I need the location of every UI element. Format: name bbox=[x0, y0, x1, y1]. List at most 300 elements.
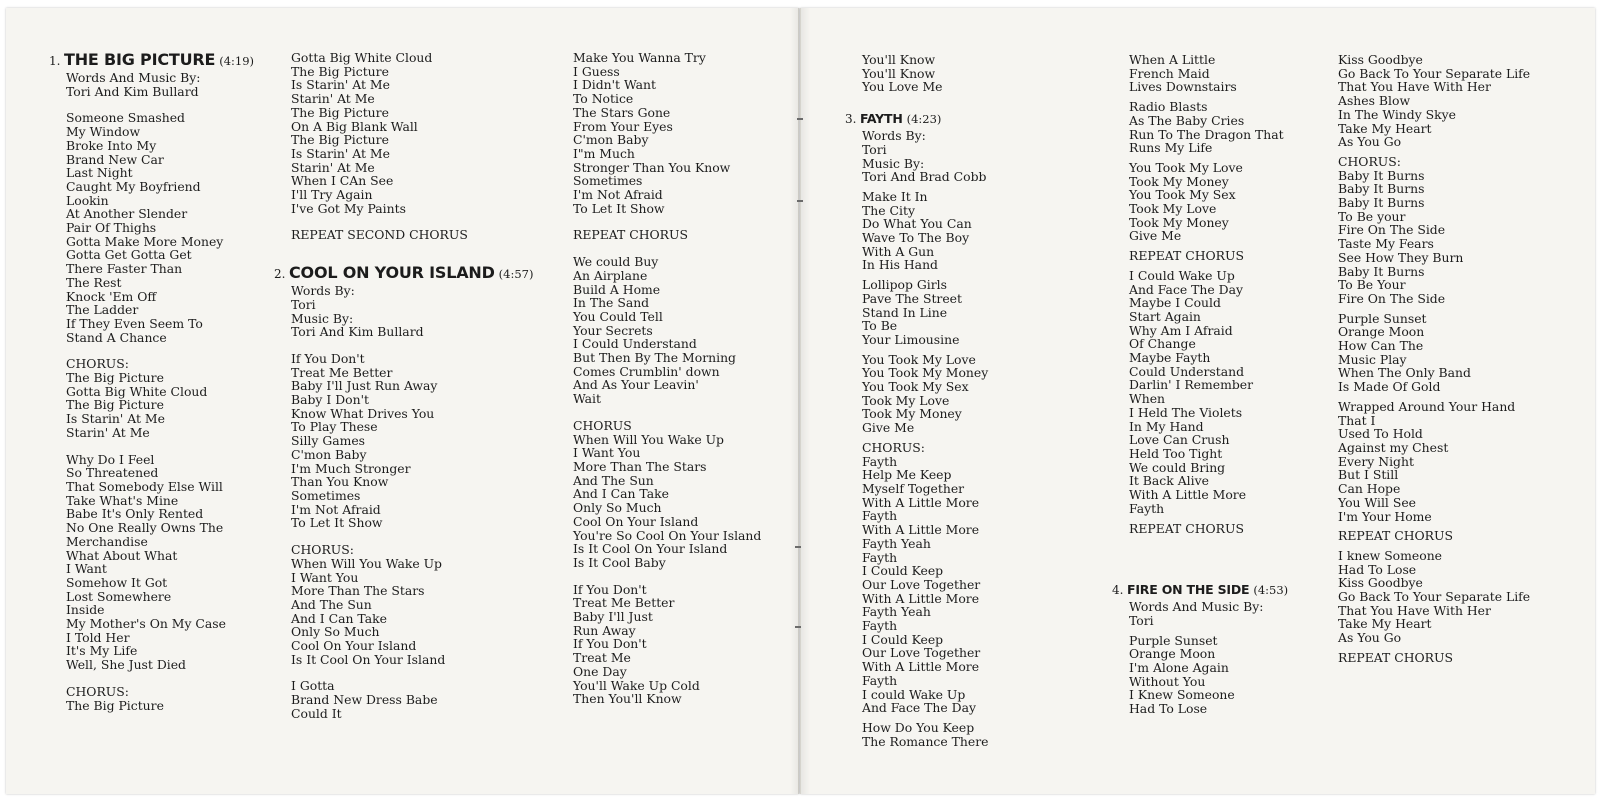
lyric-line: Your Limousine bbox=[862, 331, 960, 347]
lyric-line: Tori And Brad Cobb bbox=[862, 169, 987, 185]
lyric-line: Is Made Of Gold bbox=[1338, 379, 1441, 395]
track-number: 3. bbox=[845, 112, 857, 127]
lyric-line: And The Sun bbox=[573, 472, 654, 488]
lyric-line: To Let It Show bbox=[573, 200, 665, 216]
lyric-line: That Somebody Else Will bbox=[66, 478, 223, 494]
lyric-line: If They Even Seem To bbox=[66, 315, 203, 331]
lyric-line: Myself Together bbox=[862, 480, 965, 496]
lyric-line: Words By: bbox=[862, 128, 926, 144]
lyric-line: French Maid bbox=[1129, 65, 1210, 81]
lyric-line: The Big Picture bbox=[66, 697, 164, 713]
repeat-chorus-note bbox=[573, 228, 761, 242]
lyric-line: REPEAT CHORUS bbox=[1129, 520, 1244, 536]
lyric-line: I Could Keep bbox=[862, 631, 944, 647]
repeat-chorus-note bbox=[291, 228, 533, 242]
lyric-line: Purple Sunset bbox=[1338, 310, 1427, 326]
lyric-line: I'm Alone Again bbox=[1129, 660, 1229, 676]
lyric-line: Give Me bbox=[1129, 228, 1182, 244]
lyric-line: Orange Moon bbox=[1129, 646, 1216, 662]
lyric-line: I'm Much Stronger bbox=[291, 460, 411, 476]
lyric-line: With A Little More bbox=[1129, 487, 1247, 503]
lyric-line: Do What You Can bbox=[862, 216, 972, 232]
lyrics-block bbox=[1338, 549, 1530, 645]
lyric-line: With A Little More bbox=[862, 590, 980, 606]
lyric-line: REPEAT CHORUS bbox=[1338, 528, 1453, 544]
lyric-line: Than You Know bbox=[291, 474, 389, 490]
lyric-line: CHORUS bbox=[573, 417, 632, 433]
lyric-line: I Knew Someone bbox=[1129, 687, 1235, 703]
lyric-line: Words And Music By: bbox=[66, 70, 201, 85]
lyric-line: Build A Home bbox=[573, 281, 661, 297]
lyric-line: Baby I Don't bbox=[291, 392, 369, 408]
lyrics-column-2 bbox=[274, 50, 534, 734]
repeat-chorus-note bbox=[1129, 249, 1288, 263]
repeat-chorus-note bbox=[1338, 529, 1530, 543]
lyric-line: To Let It Show bbox=[291, 515, 383, 531]
lyric-line: Know What Drives You bbox=[291, 405, 435, 421]
lyric-line: As You Go bbox=[1338, 630, 1402, 646]
lyric-line: It's My Life bbox=[66, 643, 138, 659]
lyrics-block bbox=[291, 679, 533, 720]
lyric-line: When Will You Wake Up bbox=[291, 555, 442, 571]
lyric-line: Music Play bbox=[1338, 351, 1407, 367]
lyric-line: The Ladder bbox=[66, 302, 139, 318]
lyric-line: Love Can Crush bbox=[1129, 432, 1230, 448]
lyrics-column-3 bbox=[573, 51, 761, 719]
lyric-line: When A Little bbox=[1129, 52, 1216, 67]
lyrics-block bbox=[1338, 53, 1530, 149]
lyric-line: Took My Money bbox=[1129, 173, 1229, 189]
lyric-line: Sometimes bbox=[291, 487, 361, 503]
lyric-line: Could Understand bbox=[1129, 363, 1245, 379]
song-title: FAYTH bbox=[860, 111, 903, 127]
lyric-line: CHORUS: bbox=[291, 542, 354, 558]
lyric-line: C'mon Baby bbox=[573, 132, 649, 148]
lyric-line: Take What's Mine bbox=[66, 492, 179, 508]
lyric-line: Start Again bbox=[1129, 308, 1201, 324]
lyric-line: Lives Downstairs bbox=[1129, 79, 1237, 95]
lyric-line: I'll Try Again bbox=[291, 187, 373, 203]
song-heading bbox=[1112, 581, 1288, 599]
lyric-line: In My Hand bbox=[1129, 418, 1204, 434]
lyric-line: As You Go bbox=[1338, 134, 1402, 150]
lyric-line: Had To Lose bbox=[1338, 561, 1417, 577]
lyric-line: More Than The Stars bbox=[291, 583, 425, 599]
lyric-line: Music By: bbox=[862, 155, 925, 171]
lyric-line: Caught My Boyfriend bbox=[66, 178, 201, 194]
lyric-line: Is It Cool Baby bbox=[573, 554, 666, 570]
registration-mark bbox=[795, 546, 801, 548]
registration-mark bbox=[797, 118, 803, 120]
lyric-line: Starin' At Me bbox=[66, 424, 150, 440]
lyric-line: Fayth bbox=[862, 453, 898, 469]
lyric-line: CHORUS: bbox=[66, 356, 129, 372]
lyric-line: Fayth bbox=[862, 618, 898, 634]
lyric-line: You Took My Love bbox=[862, 351, 976, 367]
lyric-line: CHORUS: bbox=[66, 683, 129, 699]
lyrics-column-6 bbox=[1338, 53, 1530, 671]
lyric-line: Brand New Car bbox=[66, 151, 164, 167]
lyric-line: Without You bbox=[1129, 673, 1206, 689]
lyric-line: When bbox=[1129, 391, 1166, 407]
lyrics-block bbox=[1129, 100, 1288, 155]
lyric-line: Why Am I Afraid bbox=[1129, 322, 1233, 338]
lyric-line: You Took My Love bbox=[1129, 159, 1243, 175]
lyric-line: Ashes Blow bbox=[1338, 93, 1411, 109]
lyric-line: What About What bbox=[66, 547, 178, 563]
lyric-line: I Could Keep bbox=[862, 563, 944, 579]
lyric-line: You're So Cool On Your Island bbox=[573, 527, 762, 543]
lyric-line: Help Me Keep bbox=[862, 467, 952, 483]
lyric-line: Treat Me bbox=[573, 650, 631, 666]
lyric-line: Brand New Dress Babe bbox=[291, 692, 438, 708]
lyric-line: I Gotta bbox=[291, 678, 335, 694]
lyric-line: Fire On The Side bbox=[1338, 222, 1446, 238]
lyric-line: Silly Games bbox=[291, 433, 366, 449]
lyrics-column-1 bbox=[49, 50, 255, 725]
song-heading bbox=[845, 110, 988, 128]
lyric-line: You Could Tell bbox=[573, 308, 663, 324]
lyric-line: At Another Slender bbox=[66, 206, 188, 222]
lyric-line: My Mother's On My Case bbox=[66, 616, 226, 632]
lyric-line: Our Love Together bbox=[862, 576, 981, 592]
lyric-line: If You Don't bbox=[573, 636, 647, 652]
lyric-line: Go Back To Your Separate Life bbox=[1338, 65, 1531, 81]
lyric-line: Starin' At Me bbox=[291, 159, 375, 175]
lyric-line: Gotta Make More Money bbox=[66, 233, 224, 249]
lyric-line: I Didn't Want bbox=[573, 77, 656, 93]
lyrics-column-4 bbox=[845, 52, 989, 754]
lyric-line: Merchandise bbox=[66, 533, 148, 549]
lyric-line: With A Little More bbox=[862, 494, 980, 510]
lyric-line: Wait bbox=[573, 391, 601, 407]
lyric-line: But Then By The Morning bbox=[573, 350, 736, 366]
lyric-line: REPEAT CHORUS bbox=[1338, 649, 1453, 665]
lyric-line: Knock 'Em Off bbox=[66, 288, 157, 304]
lyric-line: To Be Your bbox=[1338, 277, 1406, 293]
lyric-line: I'm Not Afraid bbox=[573, 187, 663, 203]
lyric-line: You Took My Money bbox=[862, 365, 989, 381]
lyric-line: We could Bring bbox=[1129, 459, 1226, 475]
chorus-block bbox=[1338, 155, 1530, 306]
song-duration: (4:53) bbox=[1253, 583, 1289, 598]
lyric-line: I knew Someone bbox=[1338, 547, 1443, 563]
lyric-line: Radio Blasts bbox=[1129, 99, 1208, 115]
lyrics-block bbox=[1129, 269, 1288, 516]
lyrics-block bbox=[291, 352, 533, 530]
lyric-line: You Took My Sex bbox=[862, 379, 969, 395]
lyric-line: My Window bbox=[66, 124, 141, 140]
lyric-line: Kiss Goodbye bbox=[1338, 52, 1423, 67]
credits-block bbox=[1129, 600, 1288, 627]
lyric-line: On A Big Blank Wall bbox=[291, 118, 418, 134]
lyric-line: Run Away bbox=[573, 622, 636, 638]
lyric-line: More Than The Stars bbox=[573, 458, 707, 474]
lyric-line: I Told Her bbox=[66, 629, 130, 645]
lyric-line: Our Love Together bbox=[862, 645, 981, 661]
lyric-line: To Notice bbox=[573, 91, 634, 107]
song-heading bbox=[274, 264, 533, 283]
lyric-line: See How They Burn bbox=[1338, 249, 1464, 265]
chorus-block bbox=[66, 357, 254, 439]
lyric-line: I"m Much bbox=[573, 145, 635, 161]
lyric-line: But I Still bbox=[1338, 467, 1399, 483]
song-duration: (4:23) bbox=[906, 112, 942, 127]
lyric-line: Take My Heart bbox=[1338, 120, 1432, 136]
track-number: 1. bbox=[49, 54, 61, 68]
lyric-line: And I Can Take bbox=[573, 486, 669, 502]
lyric-line: Fayth Yeah bbox=[862, 535, 931, 551]
lyric-line: If You Don't bbox=[573, 581, 647, 597]
lyric-line: Baby It Burns bbox=[1338, 195, 1425, 211]
lyric-line: Took My Love bbox=[1129, 201, 1217, 217]
lyric-line: Tori bbox=[1129, 612, 1154, 628]
lyric-line: I Could Understand bbox=[573, 336, 697, 352]
lyric-line: CHORUS: bbox=[862, 439, 925, 455]
lyric-line: Broke Into My bbox=[66, 137, 157, 153]
lyric-line: The Romance There bbox=[862, 733, 989, 749]
lyric-line: CHORUS: bbox=[1338, 153, 1401, 169]
lyric-line: And I Can Take bbox=[291, 610, 387, 626]
lyric-line: One Day bbox=[573, 663, 627, 679]
lyric-line: When The Only Band bbox=[1338, 365, 1471, 381]
lyric-line: When Will You Wake Up bbox=[573, 431, 724, 447]
song-heading bbox=[49, 51, 254, 70]
lyric-line: Run To The Dragon That bbox=[1129, 126, 1284, 142]
lyric-line: Gotta Get Gotta Get bbox=[66, 247, 192, 263]
lyric-line: Darlin' I Remember bbox=[1129, 377, 1254, 393]
song-title: COOL ON YOUR ISLAND bbox=[289, 263, 495, 283]
lyric-line: That You Have With Her bbox=[1338, 79, 1491, 95]
lyric-line: Held Too Tight bbox=[1129, 445, 1223, 461]
lyric-line: Took My Love bbox=[862, 392, 950, 408]
lyric-line: I Guess bbox=[573, 63, 620, 79]
lyrics-block bbox=[66, 71, 254, 98]
chorus-block bbox=[66, 685, 254, 712]
registration-mark bbox=[797, 200, 803, 202]
lyric-line: Take My Heart bbox=[1338, 616, 1432, 632]
lyric-line: Tori bbox=[862, 141, 887, 157]
lyric-line: Baby I'll Just bbox=[573, 609, 653, 625]
lyric-line: Runs My Life bbox=[1129, 140, 1213, 156]
lyrics-block bbox=[1129, 53, 1288, 94]
lyric-line: As The Baby Cries bbox=[1129, 112, 1245, 128]
lyric-line: I Could Wake Up bbox=[1129, 267, 1235, 283]
lyric-line: Maybe I Could bbox=[1129, 295, 1221, 311]
lyric-line: Treat Me Better bbox=[573, 595, 675, 611]
lyric-line: In The Windy Skye bbox=[1338, 106, 1456, 122]
lyric-line: Lost Somewhere bbox=[66, 588, 172, 604]
chorus-block bbox=[573, 419, 761, 570]
lyric-line: I Want You bbox=[291, 569, 359, 585]
lyric-line: Only So Much bbox=[573, 500, 662, 516]
lyric-line: Every Night bbox=[1338, 453, 1414, 469]
lyric-line: Stand A Chance bbox=[66, 329, 167, 345]
track-number: 4. bbox=[1112, 583, 1124, 598]
lyric-line: Then You'll Know bbox=[573, 691, 682, 707]
lyric-line: You Love Me bbox=[862, 79, 943, 95]
lyric-line: And The Sun bbox=[291, 596, 372, 612]
lyric-line: Baby It Burns bbox=[1338, 181, 1425, 197]
lyric-line: Can Hope bbox=[1338, 481, 1401, 497]
lyric-line: With A Little More bbox=[862, 522, 980, 538]
lyric-line: You Will See bbox=[1338, 494, 1416, 510]
lyric-line: Used To Hold bbox=[1338, 426, 1423, 442]
song-title: FIRE ON THE SIDE bbox=[1127, 582, 1250, 598]
lyric-line: And As Your Leavin' bbox=[573, 377, 699, 393]
track-number: 2. bbox=[274, 267, 286, 282]
lyric-line: From Your Eyes bbox=[573, 118, 673, 134]
lyric-line: The Big Picture bbox=[291, 104, 389, 120]
lyric-line: Lookin bbox=[66, 192, 109, 208]
lyric-line: Your Secrets bbox=[573, 322, 653, 338]
lyric-line: I Held The Violets bbox=[1129, 404, 1243, 420]
lyric-line: Tori And Kim Bullard bbox=[291, 324, 424, 340]
lyric-line: Wave To The Boy bbox=[862, 230, 970, 246]
lyric-line: That I bbox=[1338, 412, 1376, 428]
lyric-line: Inside bbox=[66, 602, 105, 618]
lyric-line: I could Wake Up bbox=[862, 686, 966, 702]
lyric-line: Against my Chest bbox=[1338, 439, 1449, 455]
lyric-line: Make It In bbox=[862, 188, 928, 204]
lyric-line: Had To Lose bbox=[1129, 701, 1208, 717]
lyric-line: I'm Not Afraid bbox=[291, 501, 381, 517]
lyric-line: And Face The Day bbox=[1129, 281, 1243, 297]
lyric-line: Only So Much bbox=[291, 624, 380, 640]
lyric-line: The Rest bbox=[66, 274, 122, 290]
lyric-line: Fayth bbox=[862, 549, 898, 565]
lyric-line: Fayth bbox=[862, 672, 898, 688]
lyric-line: Baby It Burns bbox=[1338, 263, 1425, 279]
song-title: THE BIG PICTURE bbox=[64, 50, 216, 69]
credits-block bbox=[862, 129, 988, 184]
lyric-line: Gotta Big White Cloud bbox=[66, 383, 208, 399]
lyric-line: Make You Wanna Try bbox=[573, 50, 706, 65]
lyric-line: I Want You bbox=[573, 445, 641, 461]
lyric-line: Is It Cool On Your Island bbox=[291, 651, 446, 667]
lyric-line: You'll Know bbox=[862, 52, 936, 67]
chorus-block bbox=[862, 441, 988, 715]
lyric-line: With A Gun bbox=[862, 243, 935, 259]
lyric-line: Someone Smashed bbox=[66, 110, 185, 126]
lyric-line: The City bbox=[862, 202, 915, 218]
lyric-line: Cool On Your Island bbox=[573, 513, 699, 529]
lyric-line: And Face The Day bbox=[862, 700, 976, 716]
lyric-line: Fayth bbox=[862, 508, 898, 524]
lyric-line: To Be bbox=[862, 318, 898, 334]
lyric-line: Fire On The Side bbox=[1338, 290, 1446, 306]
lyric-line: The Big Picture bbox=[66, 370, 164, 386]
lyric-line: Pair Of Thighs bbox=[66, 220, 157, 236]
lyric-line: To Play These bbox=[291, 419, 378, 435]
lyric-line: I'm Your Home bbox=[1338, 508, 1432, 524]
lyric-line: Sometimes bbox=[573, 173, 643, 189]
lyric-line: That You Have With Her bbox=[1338, 602, 1491, 618]
lyric-line: I Want bbox=[66, 561, 107, 577]
lyrics-block bbox=[66, 111, 254, 344]
lyric-line: Tori bbox=[291, 296, 316, 312]
credits-block bbox=[291, 284, 533, 339]
lyrics-block bbox=[573, 255, 761, 406]
lyric-line: In The Sand bbox=[573, 295, 650, 311]
lyric-line: Kiss Goodbye bbox=[1338, 575, 1423, 591]
lyric-line: It Back Alive bbox=[1129, 473, 1209, 489]
lyric-line: Is It Cool On Your Island bbox=[573, 541, 728, 557]
lyrics-block bbox=[573, 51, 761, 215]
lyric-line: Words By: bbox=[291, 283, 355, 299]
lyric-line: Well, She Just Died bbox=[66, 657, 186, 673]
lyric-line: When I CAn See bbox=[291, 173, 394, 189]
repeat-chorus-note bbox=[1129, 522, 1288, 536]
lyric-line: Starin' At Me bbox=[291, 91, 375, 107]
lyric-line: The Stars Gone bbox=[573, 104, 671, 120]
lyric-line: Give Me bbox=[862, 420, 915, 436]
lyric-line: No One Really Owns The bbox=[66, 520, 224, 536]
repeat-chorus-note bbox=[1338, 651, 1530, 665]
lyric-line: REPEAT CHORUS bbox=[573, 227, 688, 243]
lyric-line: Fayth Yeah bbox=[862, 604, 931, 620]
lyric-line: Wrapped Around Your Hand bbox=[1338, 398, 1516, 414]
lyric-line: Last Night bbox=[66, 165, 133, 181]
lyric-line: The Big Picture bbox=[291, 63, 389, 79]
lyric-line: Fayth bbox=[1129, 500, 1165, 516]
lyric-line: So Threatened bbox=[66, 465, 159, 481]
lyric-line: Go Back To Your Separate Life bbox=[1338, 589, 1531, 605]
lyric-line: To Be your bbox=[1338, 208, 1406, 224]
lyric-line: Gotta Big White Cloud bbox=[291, 50, 433, 65]
lyric-line: REPEAT SECOND CHORUS bbox=[291, 227, 468, 243]
lyric-line: Lollipop Girls bbox=[862, 277, 947, 293]
registration-mark bbox=[795, 626, 801, 628]
lyric-line: Music By: bbox=[291, 310, 354, 326]
lyric-line: Is Starin' At Me bbox=[66, 411, 165, 427]
chorus-block bbox=[291, 543, 533, 666]
chorus-continued-block bbox=[291, 51, 533, 215]
lyric-line: Could It bbox=[291, 705, 342, 721]
song-duration: (4:19) bbox=[219, 54, 255, 68]
lyric-line: Is Starin' At Me bbox=[291, 77, 390, 93]
lyrics-block bbox=[1129, 161, 1288, 243]
lyrics-block bbox=[66, 453, 254, 672]
lyric-line: Orange Moon bbox=[1338, 324, 1425, 340]
lyric-line: I've Got My Paints bbox=[291, 200, 406, 216]
lyric-line: Maybe Fayth bbox=[1129, 350, 1211, 366]
lyric-line: Why Do I Feel bbox=[66, 451, 155, 467]
lyric-line: Treat Me Better bbox=[291, 364, 393, 380]
lyric-line: The Big Picture bbox=[291, 132, 389, 148]
lyric-line: Words And Music By: bbox=[1129, 599, 1264, 615]
lyric-line: We could Buy bbox=[573, 254, 659, 270]
lyric-line: Tori And Kim Bullard bbox=[66, 83, 199, 99]
lyric-line: You Took My Sex bbox=[1129, 187, 1236, 203]
lyrics-block bbox=[573, 583, 761, 706]
lyric-line: Pave The Street bbox=[862, 290, 962, 306]
lyric-line: Stronger Than You Know bbox=[573, 159, 731, 175]
lyric-line: Baby It Burns bbox=[1338, 167, 1425, 183]
lyric-line: Somehow It Got bbox=[66, 574, 168, 590]
lyric-line: REPEAT CHORUS bbox=[1129, 248, 1244, 264]
lyrics-block bbox=[862, 190, 988, 272]
lyric-line: Took My Money bbox=[862, 406, 962, 422]
lyric-line: Baby I'll Just Run Away bbox=[291, 378, 438, 394]
lyric-line: You'll Know bbox=[862, 65, 936, 81]
lyric-line: Comes Crumblin' down bbox=[573, 363, 720, 379]
lyrics-block bbox=[862, 721, 988, 748]
lyric-line: Took My Money bbox=[1129, 214, 1229, 230]
lyric-line: How Do You Keep bbox=[862, 719, 975, 735]
lyrics-column-5 bbox=[1112, 52, 1289, 722]
lyrics-block bbox=[862, 353, 988, 435]
